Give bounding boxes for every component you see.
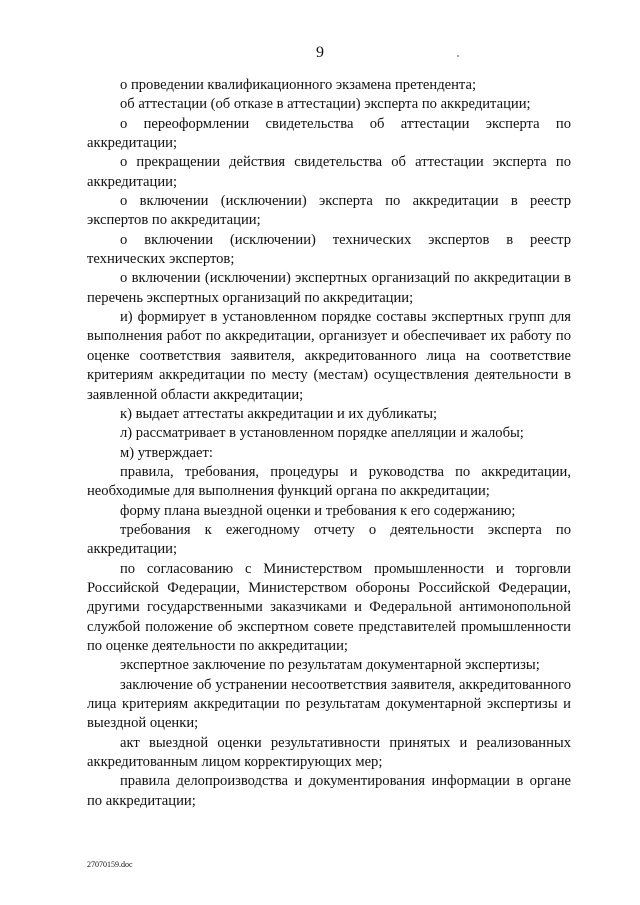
paragraph: правила, требования, процедуры и руководства по аккредитации, необходимые для выполнения функций органа по аккредитации; (87, 463, 571, 500)
paragraph: форму плана выездной оценки и требования к его содержанию; (120, 502, 516, 519)
paragraph: акт выездной оценки результативности принятых и реализованных аккредитованным лицом корректирующих мер; (87, 734, 571, 771)
footer-filename: 27070159.doc (87, 860, 133, 869)
paragraph: об аттестации (об отказе в аттестации) эксперта по аккредитации; (120, 96, 531, 113)
paragraph: и) формирует в установленном порядке составы экспертных групп для выполнения работ по аккредитации, организует и обеспечивает их работу по оценке соответствия заявителя, аккредитованного лица на соответствие критериям аккредитации по месту (местам) осуществления деятельности в заявленной области аккредитации; (87, 309, 571, 403)
paragraph: о проведении квалификационного экзамена претендента; (120, 77, 477, 93)
document-body (87, 76, 571, 811)
paragraph: о прекращении действия свидетельства об аттестации эксперта по аккредитации; (87, 154, 571, 190)
paragraph: о переоформлении свидетельства об аттестации эксперта по аккредитации; (87, 115, 571, 152)
paragraph: о включении (исключении) экспертных организаций по аккредитации в перечень экспертных организаций по аккредитации; (87, 270, 571, 306)
paragraph: заключение об устранении несоответствия заявителя, аккредитованного лица критериям аккредитации по результатам документарной экспертизы и выездной оценки; (87, 676, 571, 732)
paragraph: к) выдает аттестаты аккредитации и их дубликаты; (120, 405, 438, 422)
paragraph: требования к ежегодному отчету о деятельности эксперта по аккредитации; (87, 521, 571, 558)
paragraph: о включении (исключении) технических экспертов в реестр технических экспертов; (87, 231, 571, 268)
paragraph: о включении (исключении) эксперта по аккредитации в реестр экспертов по аккредитации; (87, 193, 571, 229)
paragraph: по согласованию с Министерством промышленности и торговли Российской Федерации, Министерством обороны Российской Федерации, другими государственными заказчиками и Федеральной антимонопольной службой положение об экспертном совете представителей промышленности по оценке деятельности по аккредитации; (87, 560, 571, 654)
page-number: 9 (316, 44, 324, 61)
paragraph: л) рассматривает в установленном порядке апелляции и жалобы; (120, 425, 524, 442)
paragraph: правила делопроизводства и документирования информации в органе по аккредитации; (87, 773, 571, 809)
paragraph: м) утверждает: (120, 444, 213, 461)
paragraph: экспертное заключение по результатам документарной экспертизы; (120, 657, 540, 674)
